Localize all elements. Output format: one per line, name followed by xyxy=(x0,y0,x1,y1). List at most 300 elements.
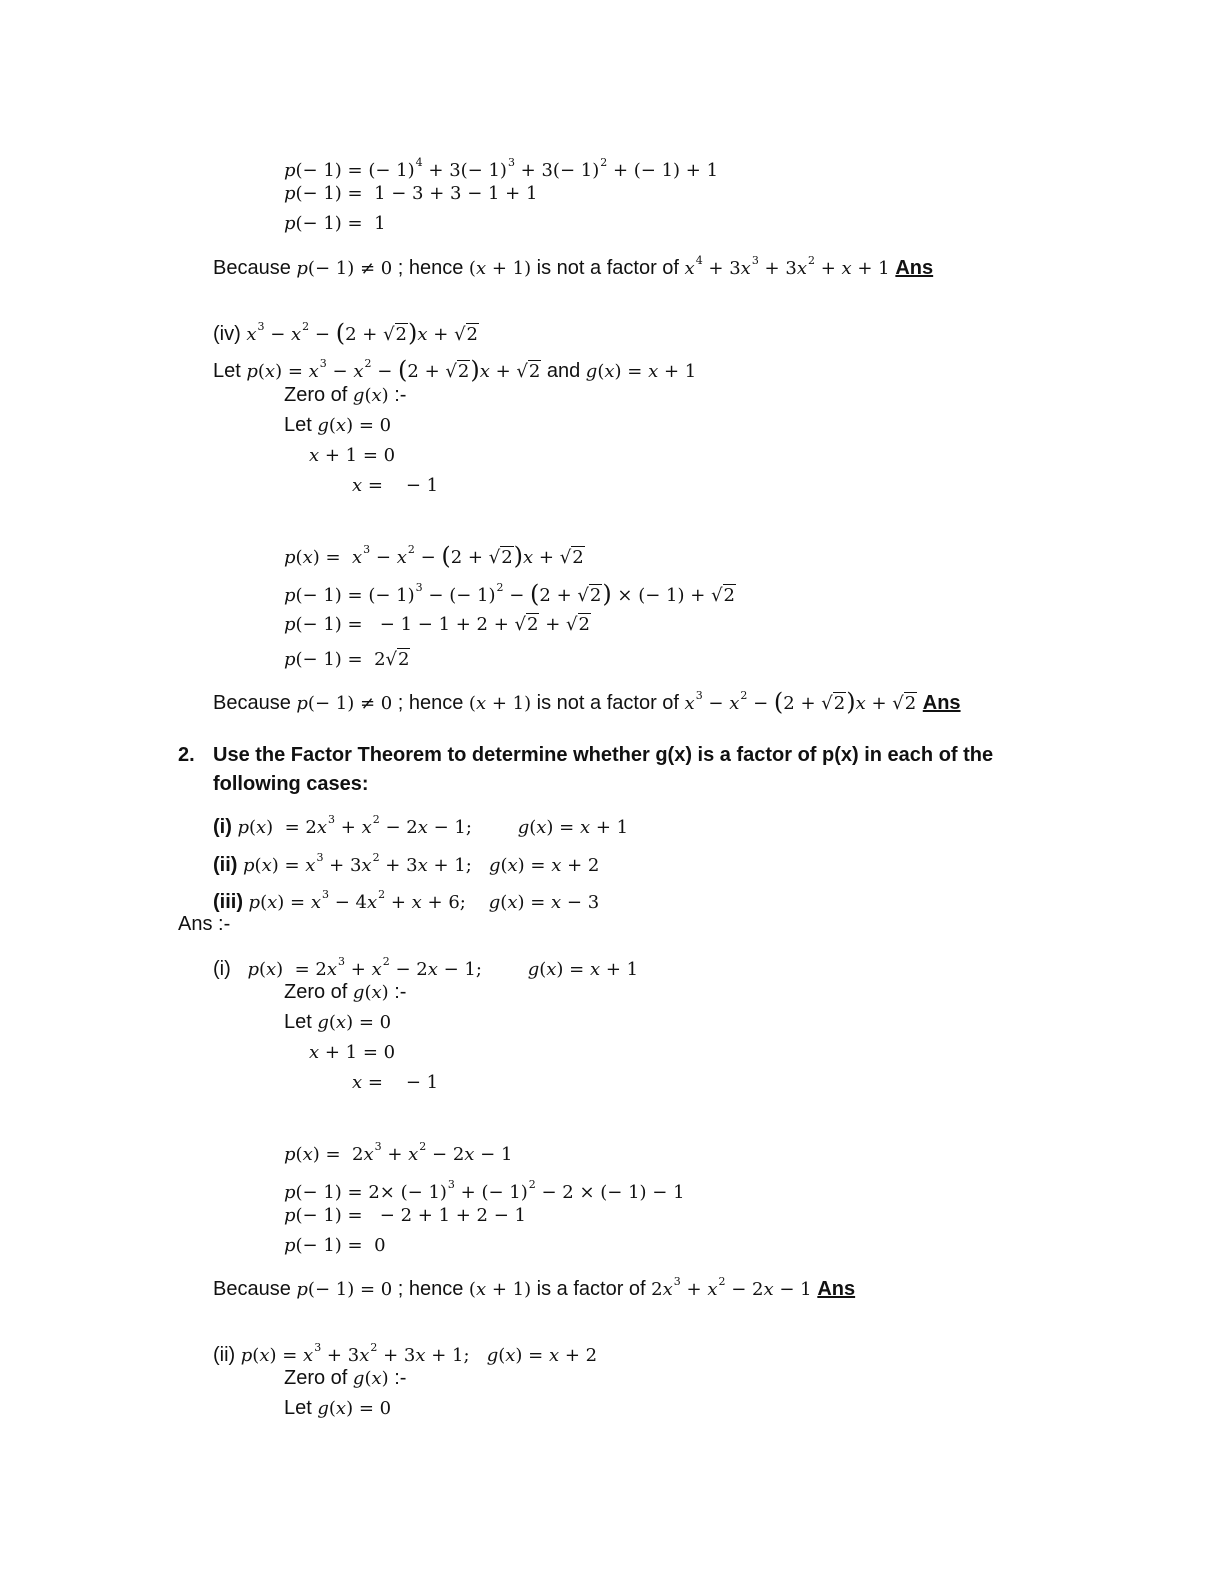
math-expression: ) = 2 xyxy=(266,817,317,838)
math-variable: x xyxy=(266,959,277,980)
math-variable: g xyxy=(352,982,365,1003)
math-expression: − 2 × (− 1) − 1 xyxy=(535,1182,685,1203)
radical-icon: √ xyxy=(454,324,466,345)
math-expression: ) = xyxy=(556,959,590,980)
math-variable: p xyxy=(296,693,308,714)
exponent: 3 xyxy=(319,357,327,370)
math-line xyxy=(284,151,718,183)
math-expression: + xyxy=(381,1144,409,1165)
math-expression: (− 1) = 1 − 3 + 3 − 1 + 1 xyxy=(295,183,538,204)
math-expression: 2 + xyxy=(450,547,489,568)
math-variable: x xyxy=(855,693,866,714)
math-line xyxy=(284,980,406,1005)
math-expression: ) = xyxy=(614,361,649,382)
math-variable: g xyxy=(352,1368,365,1389)
math-expression: − 1; xyxy=(437,959,528,980)
math-variable: x xyxy=(648,361,659,382)
math-variable: x xyxy=(684,258,695,279)
text: is a factor of xyxy=(531,1278,652,1300)
math-expression: − 3 xyxy=(561,892,600,913)
exponent: 3 xyxy=(673,1275,681,1288)
text: is not a factor of xyxy=(531,257,685,279)
square-root: √2 xyxy=(821,693,846,714)
exponent: 3 xyxy=(257,320,265,333)
math-variable: x xyxy=(326,959,338,980)
math-variable: x xyxy=(796,258,807,279)
math-variable: x xyxy=(361,855,372,876)
math-expression: − 1 xyxy=(474,1144,513,1165)
math-expression: − xyxy=(503,585,531,606)
math-expression: + 1 xyxy=(851,258,896,279)
math-expression: ) xyxy=(381,1368,389,1389)
math-expression: − 2 xyxy=(389,959,428,980)
math-line xyxy=(178,912,230,936)
math-line xyxy=(284,538,585,570)
math-expression: + xyxy=(427,324,455,345)
math-expression: − 2 xyxy=(725,1279,764,1300)
math-variable: g xyxy=(317,1012,329,1033)
math-variable: g xyxy=(488,892,501,913)
exponent: 3 xyxy=(415,581,423,594)
math-expression: − xyxy=(370,547,397,568)
math-expression: + xyxy=(489,361,517,382)
math-variable: g xyxy=(486,1345,499,1366)
math-variable: x xyxy=(309,1042,320,1063)
text: (ii) xyxy=(213,1344,241,1366)
math-expression: + xyxy=(335,817,362,838)
math-expression: + xyxy=(345,959,372,980)
math-line xyxy=(309,1040,395,1065)
question-text: Use the Factor Theorem to determine whether g(x) is a factor of p(x) in each of the xyxy=(213,744,994,766)
math-expression: + 1 = 0 xyxy=(319,1042,396,1063)
math-expression: 2 + xyxy=(407,361,446,382)
large-paren: ) xyxy=(846,688,856,716)
math-expression: − xyxy=(264,324,292,345)
math-expression: (− 1) = − 2 + 1 + 2 − 1 xyxy=(295,1205,526,1226)
text: :- xyxy=(388,1367,407,1389)
exponent: 3 xyxy=(751,254,759,267)
math-expression: + xyxy=(814,258,842,279)
math-expression: + 1 xyxy=(658,361,697,382)
math-variable: x xyxy=(548,1345,560,1366)
math-expression: − 1 xyxy=(773,1279,818,1300)
math-expression: (− 1) = 0 xyxy=(307,1279,393,1300)
math-variable: g xyxy=(517,817,530,838)
math-expression: ( xyxy=(539,959,547,980)
math-variable: x xyxy=(371,1368,382,1389)
text: Because xyxy=(213,257,297,279)
text: and xyxy=(541,360,586,382)
exponent: 2 xyxy=(419,1140,427,1153)
math-variable: x xyxy=(305,855,316,876)
math-expression: ) = 0 xyxy=(346,415,392,436)
math-variable: x xyxy=(259,1345,270,1366)
exponent: 2 xyxy=(372,813,380,826)
square-root: √2 xyxy=(516,361,541,382)
exponent: 3 xyxy=(507,156,515,169)
math-expression: ) = xyxy=(312,547,352,568)
math-variable: p xyxy=(284,183,296,204)
math-variable: p xyxy=(248,892,261,913)
exponent: 2 xyxy=(364,357,372,370)
exponent: 2 xyxy=(528,1178,536,1191)
math-expression: − 1; xyxy=(427,817,518,838)
math-line xyxy=(352,473,438,498)
exponent: 2 xyxy=(740,689,748,702)
math-variable: x xyxy=(309,445,320,466)
math-variable: x xyxy=(352,1072,363,1093)
math-line xyxy=(284,647,410,672)
math-expression: ( xyxy=(295,547,303,568)
math-variable: p xyxy=(296,258,308,279)
math-line xyxy=(213,1270,855,1302)
math-line xyxy=(213,684,961,716)
math-variable: x xyxy=(335,1398,347,1419)
math-expression: + xyxy=(385,892,412,913)
radical-icon: √ xyxy=(514,614,527,635)
math-variable: p xyxy=(240,1345,253,1366)
math-expression: ) = 0 xyxy=(346,1012,392,1033)
math-line xyxy=(213,808,628,840)
math-variable: p xyxy=(284,614,296,635)
math-expression: ) xyxy=(381,385,389,406)
math-expression: + xyxy=(680,1279,708,1300)
radical-icon: √ xyxy=(892,693,904,714)
math-expression: ( xyxy=(468,693,476,714)
exponent: 3 xyxy=(314,1341,322,1354)
math-expression: + 3 xyxy=(379,855,418,876)
math-expression: + 3 xyxy=(758,258,797,279)
math-line xyxy=(284,612,591,637)
math-expression: ( xyxy=(328,415,336,436)
math-expression: − xyxy=(702,693,730,714)
text: Let xyxy=(213,360,247,382)
math-expression: ( xyxy=(498,1345,506,1366)
math-variable: g xyxy=(527,959,540,980)
math-variable: x xyxy=(302,547,313,568)
math-expression: + 2 xyxy=(561,855,600,876)
math-expression: (− 1) ≠ 0 xyxy=(307,693,393,714)
text: ; hence xyxy=(392,257,469,279)
text: Zero of xyxy=(284,981,353,1003)
math-variable: x xyxy=(352,475,363,496)
text: (iv) xyxy=(213,323,247,345)
math-line xyxy=(213,846,599,878)
exponent: 2 xyxy=(718,1275,726,1288)
math-expression: 2 + xyxy=(345,324,384,345)
math-variable: x xyxy=(551,855,562,876)
math-expression: − 2 xyxy=(379,817,418,838)
math-expression: ( xyxy=(257,361,265,382)
math-expression: + 1 xyxy=(590,817,629,838)
math-variable: p xyxy=(284,649,296,670)
math-variable: x xyxy=(371,982,382,1003)
math-expression: ( xyxy=(260,892,268,913)
math-expression: + xyxy=(539,614,567,635)
math-line xyxy=(213,772,369,796)
math-expression: + xyxy=(865,693,893,714)
ans-label: Ans xyxy=(817,1278,856,1300)
math-line xyxy=(284,211,386,236)
math-expression: (− 1) ≠ 0 xyxy=(307,258,393,279)
math-expression: ( xyxy=(500,855,508,876)
math-expression: ( xyxy=(258,959,266,980)
math-line xyxy=(213,950,638,982)
math-expression: ( xyxy=(364,385,372,406)
math-variable: x xyxy=(464,1144,475,1165)
math-line xyxy=(213,315,479,347)
math-variable: g xyxy=(317,1398,329,1419)
math-expression: (− 1) = 1 xyxy=(295,213,386,234)
math-variable: x xyxy=(841,258,852,279)
math-variable: p xyxy=(246,361,258,382)
math-line xyxy=(213,249,933,281)
math-expression: ( xyxy=(328,1012,336,1033)
math-variable: x xyxy=(302,1144,313,1165)
text: (i) xyxy=(213,958,248,980)
math-expression: + 3 xyxy=(377,1345,416,1366)
math-expression: ) xyxy=(381,982,389,1003)
math-expression: + 3 xyxy=(323,855,362,876)
math-variable: x xyxy=(335,1012,347,1033)
text: Zero of xyxy=(284,1367,353,1389)
math-line xyxy=(213,743,993,767)
math-variable: x xyxy=(353,361,364,382)
math-line xyxy=(284,1135,512,1167)
math-variable: x xyxy=(246,324,257,345)
text: Ans :- xyxy=(178,913,231,935)
math-variable: x xyxy=(507,855,518,876)
math-expression: + 3 xyxy=(321,1345,360,1366)
math-expression: ( xyxy=(468,1279,476,1300)
math-expression: ( xyxy=(252,1345,260,1366)
math-variable: x xyxy=(662,1279,673,1300)
square-root: √2 xyxy=(559,547,584,568)
math-variable: x xyxy=(551,892,562,913)
math-variable: x xyxy=(684,693,695,714)
square-root: √2 xyxy=(488,547,513,568)
square-root: √2 xyxy=(566,614,590,635)
math-line xyxy=(284,413,391,438)
math-expression: − xyxy=(414,547,442,568)
square-root: √2 xyxy=(454,324,478,345)
text: is not a factor of xyxy=(531,692,685,714)
square-root: √2 xyxy=(711,585,735,606)
math-variable: p xyxy=(284,1235,296,1256)
question-text: 2. xyxy=(178,744,195,766)
math-expression: − xyxy=(326,361,354,382)
math-variable: x xyxy=(475,693,487,714)
exponent: 2 xyxy=(407,543,415,556)
math-expression: + 1 = 0 xyxy=(319,445,396,466)
exponent: 2 xyxy=(807,254,815,267)
math-line xyxy=(284,576,736,608)
math-line xyxy=(284,383,406,408)
radical-icon: √ xyxy=(559,547,572,568)
math-variable: x xyxy=(408,1144,419,1165)
math-expression: ) = xyxy=(515,1345,549,1366)
math-variable: x xyxy=(261,855,272,876)
math-expression: ) = xyxy=(271,855,306,876)
math-variable: x xyxy=(256,817,267,838)
math-expression: ( xyxy=(364,1368,372,1389)
math-line xyxy=(352,1070,438,1095)
math-expression: − xyxy=(371,361,399,382)
math-expression: ) = xyxy=(269,1345,304,1366)
exponent: 4 xyxy=(415,156,423,169)
math-line xyxy=(309,443,395,468)
question-text: following cases: xyxy=(213,773,369,795)
text: Let xyxy=(284,414,318,436)
math-expression: − (− 1) xyxy=(422,585,496,606)
math-variable: x xyxy=(396,547,407,568)
math-expression: ) = 0 xyxy=(346,1398,392,1419)
math-line xyxy=(284,1396,391,1421)
math-variable: x xyxy=(579,817,591,838)
text: Let xyxy=(284,1397,318,1419)
math-variable: g xyxy=(585,361,598,382)
math-expression: ( xyxy=(248,817,256,838)
math-line xyxy=(213,1336,597,1368)
math-expression: + xyxy=(533,547,560,568)
math-variable: x xyxy=(523,547,534,568)
math-variable: x xyxy=(371,385,382,406)
math-line xyxy=(284,1366,406,1391)
math-expression: + 1) xyxy=(486,693,532,714)
math-expression: + 3(− 1) xyxy=(422,160,507,181)
square-root: √2 xyxy=(385,649,410,670)
math-variable: p xyxy=(284,1182,296,1203)
math-expression: ( xyxy=(468,258,476,279)
radical-icon: √ xyxy=(383,324,395,345)
exponent: 2 xyxy=(382,955,390,968)
math-variable: x xyxy=(740,258,751,279)
large-paren: ( xyxy=(773,688,784,716)
math-variable: p xyxy=(284,547,296,568)
math-variable: x xyxy=(546,959,557,980)
math-variable: x xyxy=(589,959,601,980)
math-variable: x xyxy=(371,959,382,980)
exponent: 3 xyxy=(328,813,336,826)
radical-icon: √ xyxy=(821,693,833,714)
math-expression: (− 1) = 0 xyxy=(295,1235,386,1256)
text: ; hence xyxy=(392,1278,469,1300)
math-line xyxy=(213,352,696,384)
math-expression: + 1; xyxy=(425,1345,487,1366)
exponent: 2 xyxy=(600,156,608,169)
exponent: 3 xyxy=(695,689,703,702)
math-expression: 2 xyxy=(651,1279,663,1300)
radical-icon: √ xyxy=(711,585,723,606)
large-paren: ( xyxy=(441,542,451,570)
math-line xyxy=(213,883,599,915)
math-variable: x xyxy=(335,415,347,436)
large-paren: ) xyxy=(470,356,480,384)
text: Because xyxy=(213,1278,297,1300)
square-root: √2 xyxy=(892,693,917,714)
question-text: (iii) xyxy=(213,891,249,913)
math-variable: p xyxy=(284,585,296,606)
math-expression: = − 1 xyxy=(362,475,439,496)
math-variable: p xyxy=(284,160,296,181)
text: :- xyxy=(388,981,407,1003)
text: Zero of xyxy=(284,384,353,406)
exponent: 3 xyxy=(338,955,346,968)
math-expression: ) = 2 xyxy=(312,1144,364,1165)
math-variable: x xyxy=(415,1345,426,1366)
math-variable: x xyxy=(417,817,428,838)
large-paren: ) xyxy=(602,580,612,608)
math-variable: x xyxy=(505,1345,516,1366)
math-variable: x xyxy=(264,361,276,382)
math-variable: x xyxy=(507,892,518,913)
math-variable: x xyxy=(411,892,422,913)
math-expression: ) = 2 xyxy=(276,959,327,980)
large-paren: ) xyxy=(513,542,524,570)
exponent: 3 xyxy=(321,888,329,901)
math-expression: 2 + xyxy=(783,693,822,714)
math-variable: x xyxy=(303,1345,314,1366)
math-variable: p xyxy=(284,213,296,234)
math-variable: x xyxy=(316,817,328,838)
math-line xyxy=(284,1203,526,1228)
math-variable: x xyxy=(310,892,321,913)
math-variable: g xyxy=(352,385,365,406)
math-variable: x xyxy=(536,817,547,838)
math-line xyxy=(284,181,537,206)
math-expression: − xyxy=(747,693,774,714)
math-expression: 2 + xyxy=(539,585,578,606)
large-paren: ( xyxy=(335,319,346,347)
radical-icon: √ xyxy=(385,649,398,670)
math-variable: x xyxy=(361,817,372,838)
math-variable: x xyxy=(359,1345,370,1366)
math-variable: p xyxy=(296,1279,308,1300)
exponent: 4 xyxy=(695,254,703,267)
text: Because xyxy=(213,692,297,714)
math-expression: + (− 1) + 1 xyxy=(607,160,719,181)
exponent: 3 xyxy=(316,851,324,864)
math-expression: (− 1) = 2 xyxy=(295,649,386,670)
square-root: √2 xyxy=(383,324,407,345)
math-expression: + 1 xyxy=(600,959,639,980)
math-variable: x xyxy=(352,547,363,568)
math-variable: x xyxy=(475,1279,487,1300)
math-variable: x xyxy=(417,324,428,345)
radical-icon: √ xyxy=(577,585,589,606)
math-expression: + 2 xyxy=(559,1345,598,1366)
math-variable: x xyxy=(604,361,615,382)
math-expression: + 1) xyxy=(486,1279,532,1300)
math-variable: x xyxy=(366,892,378,913)
math-expression: ) = xyxy=(546,817,580,838)
math-expression: ( xyxy=(254,855,262,876)
math-variable: x xyxy=(479,361,490,382)
math-variable: x xyxy=(291,324,302,345)
text: :- xyxy=(388,384,407,406)
exponent: 3 xyxy=(374,1140,382,1153)
math-variable: x xyxy=(417,855,428,876)
math-expression: (− 1) = 2× (− 1) xyxy=(295,1182,447,1203)
text: ; hence xyxy=(392,692,469,714)
math-expression: + 3(− 1) xyxy=(514,160,600,181)
math-expression: ( xyxy=(364,982,372,1003)
text: Let xyxy=(284,1011,318,1033)
math-expression: + 3 xyxy=(702,258,741,279)
radical-icon: √ xyxy=(445,361,457,382)
exponent: 2 xyxy=(372,851,380,864)
square-root: √2 xyxy=(577,585,602,606)
